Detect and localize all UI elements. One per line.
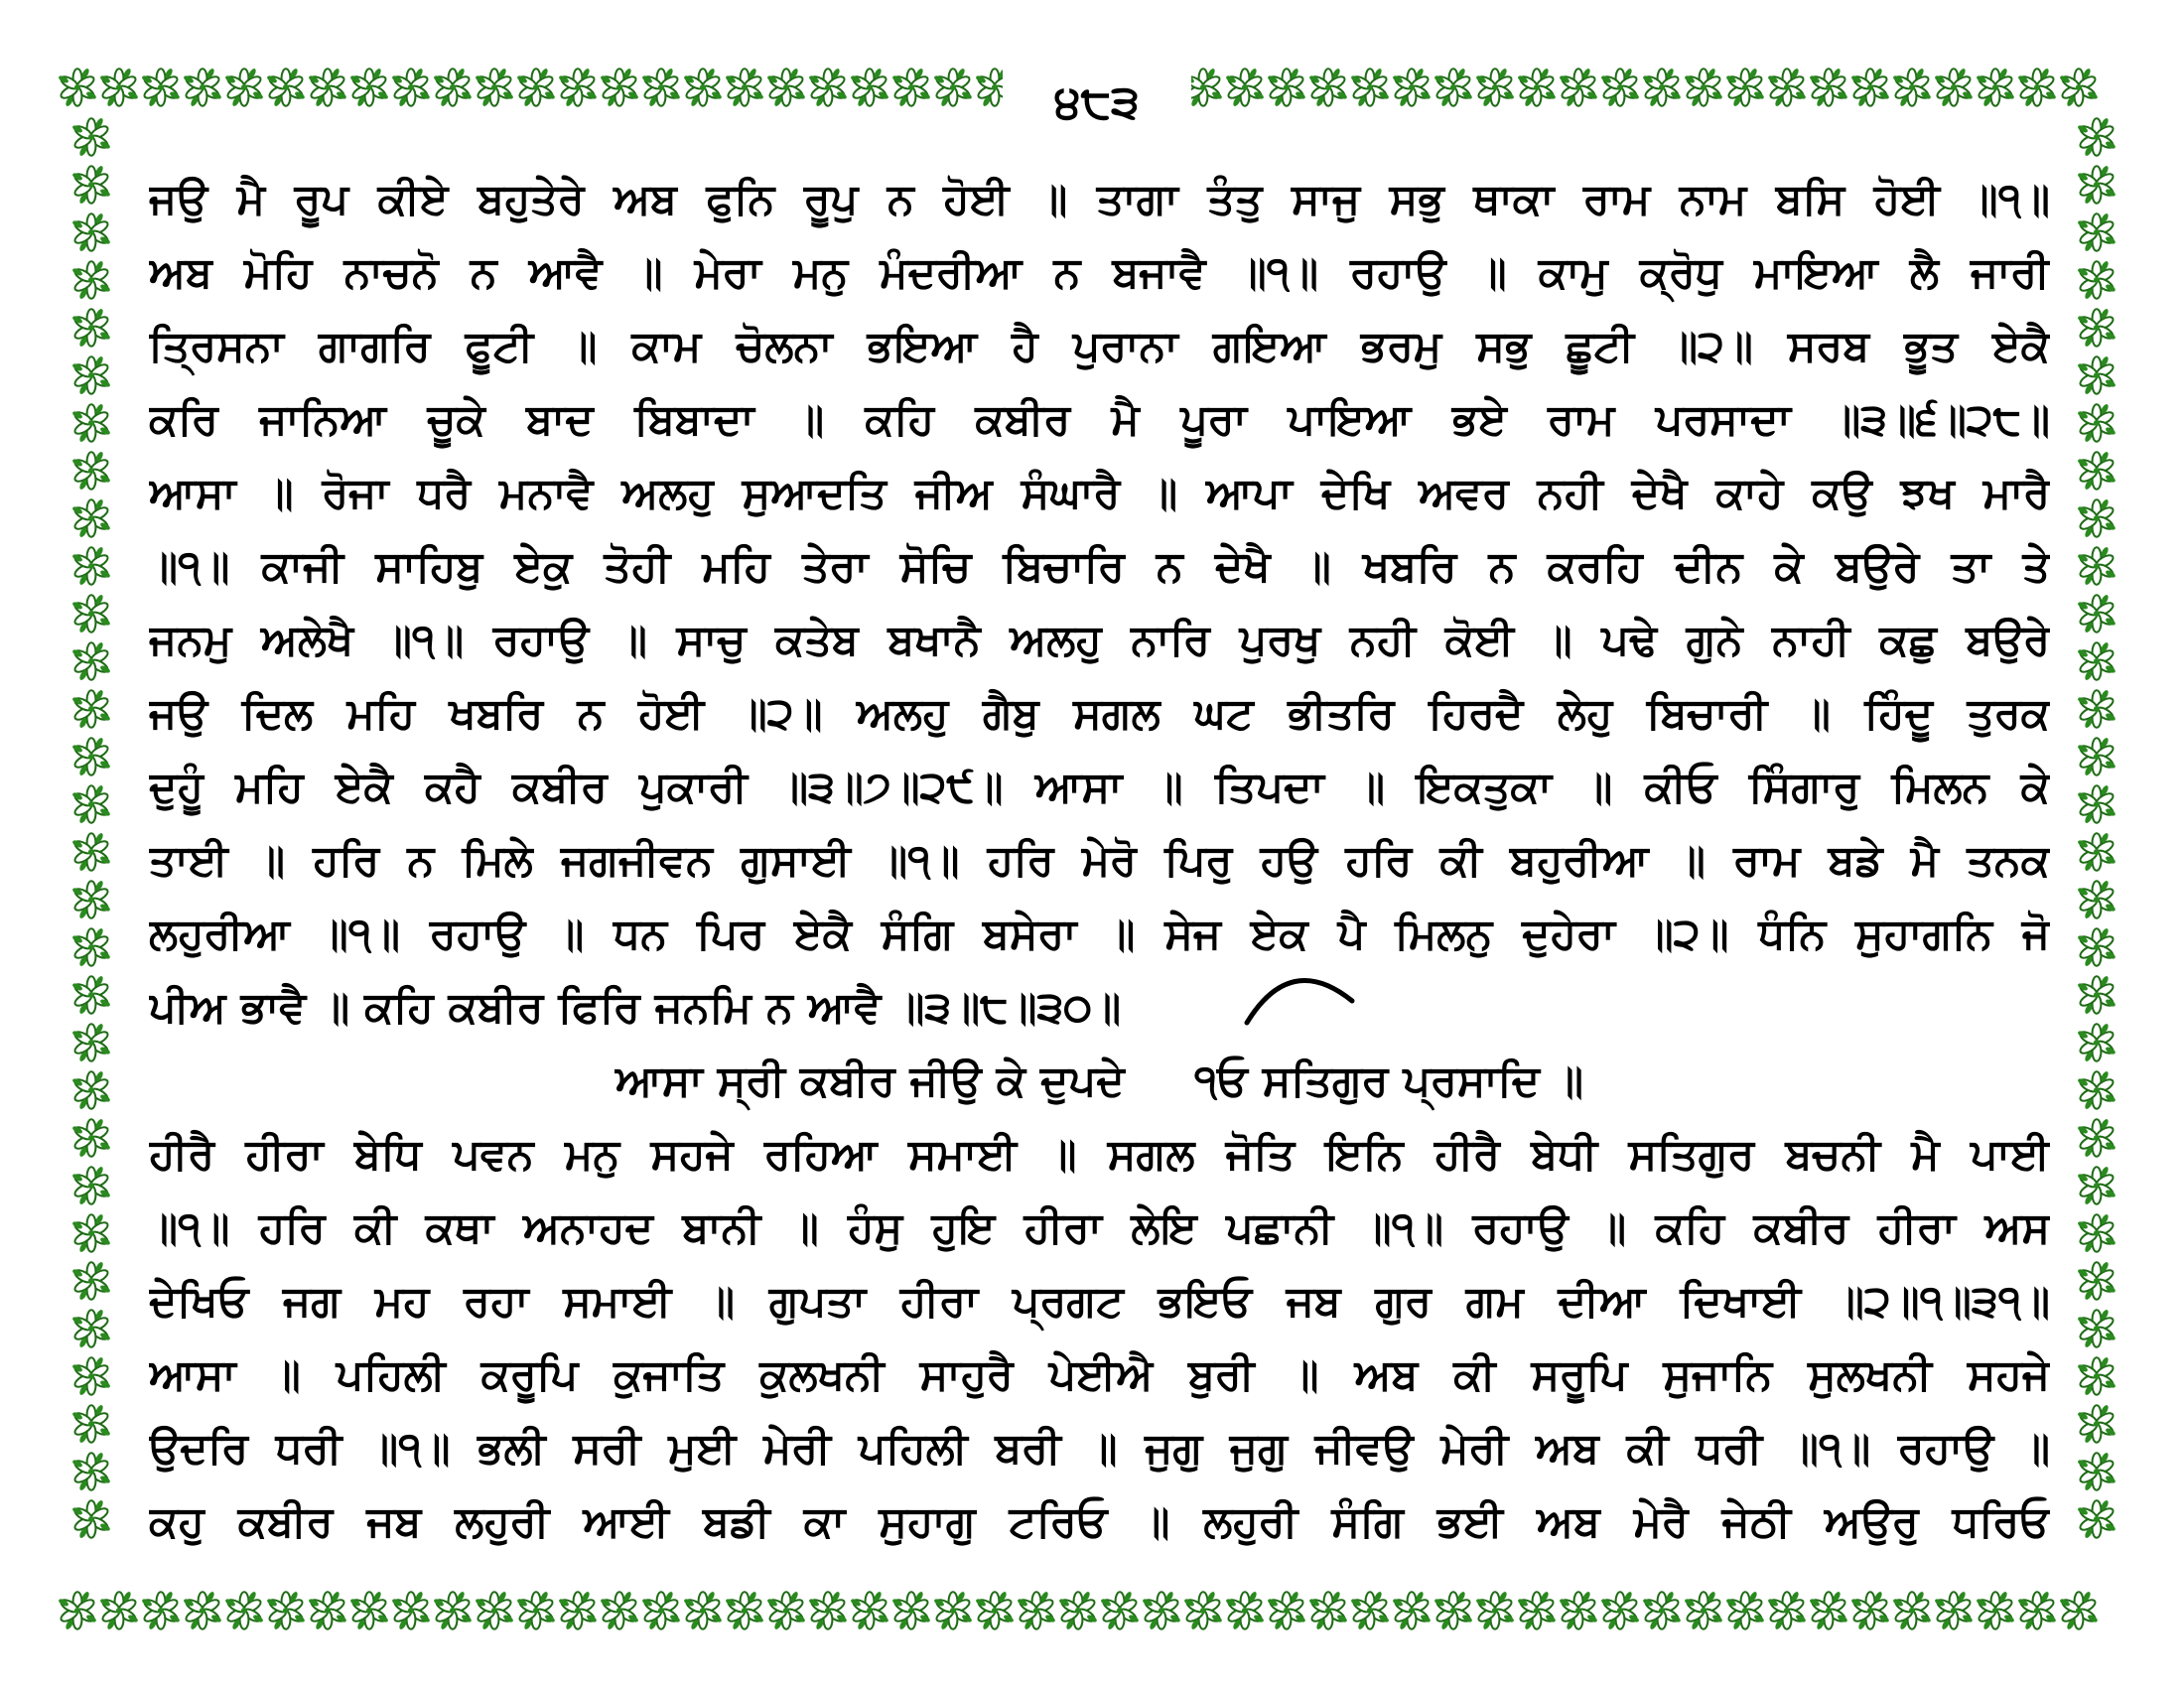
flower-ornament: [391, 68, 431, 107]
flower-ornament: [2077, 1166, 2116, 1205]
flower-ornament: [1767, 68, 1807, 107]
flower-ornament: [1725, 1591, 1765, 1630]
flower-ornament: [1642, 1591, 1682, 1630]
flower-ornament: [71, 212, 111, 252]
verse-line: ॥੧॥ ਹਰਿ ਕੀ ਕਥਾ ਅਨਾਹਦ ਬਾਨੀ ॥ ਹੰਸੁ ਹੁਇ ਹੀਰਾ ਲੇਇ ਪਛਾਨੀ ॥੧॥ ਰਹਾਉ ॥ ਕਹਿ ਕਬੀਰ ਹੀਰਾ ਅਸ: [149, 1203, 2050, 1253]
flower-ornament: [2077, 832, 2116, 872]
flower-ornament: [1976, 1591, 2015, 1630]
flower-ornament: [71, 1070, 111, 1110]
flower-ornament: [71, 165, 111, 205]
flower-ornament: [2077, 1309, 2116, 1348]
flower-ornament: [2077, 212, 2116, 252]
flower-ornament: [183, 68, 222, 107]
verse-line: ਜਉ ਮੈ ਰੂਪ ਕੀਏ ਬਹੁਤੇਰੇ ਅਬ ਫੁਨਿ ਰੂਪੁ ਨ ਹੋਈ ॥ ਤਾਗਾ ਤੰਤੁ ਸਾਜੁ ਸਭੁ ਥਾਕਾ ਰਾਮ ਨਾਮ ਬਸਿ ਹੋਈ ॥੧॥: [149, 175, 2050, 224]
flower-ornament: [2077, 1499, 2116, 1539]
flower-ornament: [1767, 1591, 1807, 1630]
flower-ornament: [1600, 68, 1640, 107]
flower-ornament: [1642, 68, 1682, 107]
flower-ornament: [475, 1591, 514, 1630]
flower-ornament: [71, 308, 111, 348]
flower-ornament: [71, 1452, 111, 1491]
flower-ornament: [71, 1118, 111, 1158]
flower-ornament: [2059, 68, 2099, 107]
flower-ornament: [1850, 1591, 1890, 1630]
flower-ornament: [71, 927, 111, 967]
flower-ornament: [600, 68, 639, 107]
flower-ornament: [1892, 68, 1932, 107]
flower-ornament: [1475, 68, 1515, 107]
flower-ornament: [2077, 641, 2116, 681]
flower-ornament: [99, 68, 139, 107]
flower-ornament: [2077, 927, 2116, 967]
flower-ornament: [71, 1261, 111, 1301]
flower-ornament: [1392, 68, 1432, 107]
flower-ornament: [71, 451, 111, 491]
flower-ornament: [1725, 68, 1765, 107]
flower-ornament: [725, 68, 764, 107]
flower-ornament: [71, 689, 111, 729]
flower-ornament: [475, 68, 514, 107]
flower-ornament: [71, 1213, 111, 1253]
flower-ornament: [1892, 1591, 1932, 1630]
flower-ornament: [99, 1591, 139, 1630]
flower-ornament: [2077, 689, 2116, 729]
flower-ornament: [308, 1591, 347, 1630]
verse-line: ਦੇਖਿਓ ਜਗ ਮਹ ਰਹਾ ਸਮਾਈ ॥ ਗੁਪਤਾ ਹੀਰਾ ਪ੍ਰਗਟ ਭਇਓ ਜਬ ਗੁਰ ਗਮ ਦੀਆ ਦਿਖਾਈ ॥੨॥੧॥੩੧॥: [149, 1277, 2050, 1327]
flower-ornament: [71, 355, 111, 395]
flower-ornament: [683, 68, 723, 107]
verse-line: ਅਬ ਮੋਹਿ ਨਾਚਨੋ ਨ ਆਵੈ ॥ ਮੇਰਾ ਮਨੁ ਮੰਦਰੀਆ ਨ ਬਜਾਵੈ ॥੧॥ ਰਹਾਉ ॥ ਕਾਮੁ ਕ੍ਰੋਧੁ ਮਾਇਆ ਲੈ ਜਾਰੀ: [149, 248, 2050, 298]
flower-ornament: [1934, 1591, 1974, 1630]
flower-ornament: [71, 737, 111, 776]
flower-ornament: [1225, 68, 1265, 107]
flower-ornament: [71, 1023, 111, 1062]
verse-text: [149, 163, 2050, 1559]
flower-ornament: [71, 1499, 111, 1539]
flower-ornament: [1308, 68, 1348, 107]
flower-ornament: [1267, 1591, 1306, 1630]
flower-ornament: [891, 1591, 931, 1630]
flower-ornament: [1850, 68, 1890, 107]
flower-ornament: [1976, 68, 2015, 107]
flower-ornament: [766, 68, 806, 107]
flower-ornament: [308, 68, 347, 107]
flower-ornament: [725, 1591, 764, 1630]
verse-line: ਆਸਾ ॥ ਰੋਜਾ ਧਰੈ ਮਨਾਵੈ ਅਲਹੁ ਸੁਆਦਤਿ ਜੀਅ ਸੰਘਾਰੈ ॥ ਆਪਾ ਦੇਖਿ ਅਵਰ ਨਹੀ ਦੇਖੈ ਕਾਹੇ ਕਉ ਝਖ ਮਾਰੈ: [149, 469, 2050, 518]
verse-line: ॥੧॥ ਕਾਜੀ ਸਾਹਿਬੁ ਏਕੁ ਤੋਹੀ ਮਹਿ ਤੇਰਾ ਸੋਚਿ ਬਿਚਾਰਿ ਨ ਦੇਖੈ ॥ ਖਬਰਿ ਨ ਕਰਹਿ ਦੀਨ ਕੇ ਬਉਰੇ ਤਾ ਤੇ: [149, 542, 2050, 592]
flower-ornament: [1809, 68, 1848, 107]
flower-ornament: [2077, 498, 2116, 538]
heading-title: ਆਸਾ ਸ੍ਰੀ ਕਬੀਰ ਜੀਉ ਕੇ ਦੁਪਦੇ: [615, 1056, 1125, 1106]
flower-ornament: [2077, 355, 2116, 395]
flower-ornament: [933, 1591, 973, 1630]
mool-mantar-invocation: ੧ਓ ਸਤਿਗੁਰ ਪ੍ਰਸਾਦਿ ॥: [1193, 1056, 1583, 1106]
flower-ornament: [1433, 1591, 1473, 1630]
flower-ornament: [433, 68, 473, 107]
flower-ornament: [1559, 68, 1598, 107]
verse-line: ਕਹੁ ਕਬੀਰ ਜਬ ਲਹੁਰੀ ਆਈ ਬਡੀ ਕਾ ਸੁਹਾਗੁ ਟਰਿਓ ॥ ਲਹੁਰੀ ਸੰਗਿ ਭਈ ਅਬ ਮੇਰੈ ਜੇਠੀ ਅਉਰੁ ਧਰਿਓ: [149, 1497, 2050, 1547]
flower-ornament: [558, 68, 598, 107]
flower-ornament: [1267, 68, 1306, 107]
verse-line: ਜਉ ਦਿਲ ਮਹਿ ਖਬਰਿ ਨ ਹੋਈ ॥੨॥ ਅਲਹੁ ਗੈਬੁ ਸਗਲ ਘਟ ਭੀਤਰਿ ਹਿਰਦੈ ਲੇਹੁ ਬਿਚਾਰੀ ॥ ਹਿੰਦੂ ਤੁਰਕ: [149, 689, 2050, 739]
flower-ornament: [2077, 1070, 2116, 1110]
flower-ornament: [2077, 308, 2116, 348]
flower-ornament: [2059, 1591, 2099, 1630]
verse-line: ਆਸਾ ॥ ਪਹਿਲੀ ਕਰੂਪਿ ਕੁਜਾਤਿ ਕੁਲਖਨੀ ਸਾਹੁਰੈ ਪੇਈਐ ਬੁਰੀ ॥ ਅਬ ਕੀ ਸਰੂਪਿ ਸੁਜਾਨਿ ਸੁਲਖਨੀ ਸਹਜੇ: [149, 1350, 2050, 1400]
flower-ornament: [1142, 1591, 1181, 1630]
flower-ornament: [1809, 1591, 1848, 1630]
flower-ornament: [2077, 403, 2116, 443]
flower-ornament: [850, 1591, 889, 1630]
verse-line: ਤਾਈ ॥ ਹਰਿ ਨ ਮਿਲੇ ਜਗਜੀਵਨ ਗੁਸਾਈ ॥੧॥ ਹਰਿ ਮੇਰੋ ਪਿਰੁ ਹਉ ਹਰਿ ਕੀ ਬਹੁਰੀਆ ॥ ਰਾਮ ਬਡੇ ਮੈ ਤਨਕ: [149, 836, 2050, 886]
flower-ornament: [349, 1591, 389, 1630]
flower-ornament: [71, 1309, 111, 1348]
flower-ornament: [141, 68, 181, 107]
flower-ornament: [558, 1591, 598, 1630]
ik-onkar-arc: [1241, 961, 1360, 1031]
flower-ornament: [71, 546, 111, 586]
flower-ornament: [1934, 68, 1974, 107]
flower-ornament: [2077, 594, 2116, 633]
flower-ornament: [58, 1591, 97, 1630]
flower-ornament: [2077, 1213, 2116, 1253]
verse-line: ਪੀਅ ਭਾਵੈ ॥ ਕਹਿ ਕਬੀਰ ਫਿਰਿ ਜਨਮਿ ਨ ਆਵੈ ॥੩॥੮॥੩੦॥: [149, 983, 1122, 1033]
flower-ornament: [71, 260, 111, 300]
flower-ornament: [1600, 1591, 1640, 1630]
flower-ornament: [71, 784, 111, 824]
flower-ornament: [71, 1166, 111, 1205]
flower-ornament: [683, 1591, 723, 1630]
flower-ornament: [600, 1591, 639, 1630]
flower-ornament: [141, 1591, 181, 1630]
flower-ornament: [71, 1356, 111, 1396]
flower-ornament: [2017, 1591, 2057, 1630]
flower-ornament: [808, 1591, 848, 1630]
verse-line: ਤ੍ਰਿਸਨਾ ਗਾਗਰਿ ਫੂਟੀ ॥ ਕਾਮ ਚੋਲਨਾ ਭਇਆ ਹੈ ਪੁਰਾਨਾ ਗਇਆ ਭਰਮੁ ਸਭੁ ਛੂਟੀ ॥੨॥ ਸਰਬ ਭੂਤ ਏਕੈ: [149, 322, 2050, 371]
verse-line: ਕਰਿ ਜਾਨਿਆ ਚੂਕੇ ਬਾਦ ਬਿਬਾਦਾ ॥ ਕਹਿ ਕਬੀਰ ਮੈ ਪੂਰਾ ਪਾਇਆ ਭਏ ਰਾਮ ਪਰਸਾਦਾ ॥੩॥੬॥੨੮॥: [149, 395, 2050, 445]
flower-ornament: [1183, 1591, 1223, 1630]
flower-ornament: [1433, 68, 1473, 107]
flower-ornament: [349, 68, 389, 107]
flower-ornament: [1517, 1591, 1557, 1630]
flower-ornament: [2077, 880, 2116, 919]
flower-ornament: [2077, 784, 2116, 824]
flower-ornament: [71, 975, 111, 1015]
flower-ornament: [71, 1404, 111, 1444]
flower-ornament: [2077, 260, 2116, 300]
verse-line: ਹੀਰੈ ਹੀਰਾ ਬੇਧਿ ਪਵਨ ਮਨੁ ਸਹਜੇ ਰਹਿਆ ਸਮਾਈ ॥ ਸਗਲ ਜੋਤਿ ਇਨਿ ਹੀਰੈ ਬੇਧੀ ਸਤਿਗੁਰ ਬਚਨੀ ਮੈ ਪਾਈ: [149, 1130, 2050, 1180]
flower-ornament: [2077, 546, 2116, 586]
flower-ornament: [71, 832, 111, 872]
verse-line: ਜਨਮੁ ਅਲੇਖੈ ॥੧॥ ਰਹਾਉ ॥ ਸਾਚੁ ਕਤੇਬ ਬਖਾਨੈ ਅਲਹੁ ਨਾਰਿ ਪੁਰਖੁ ਨਹੀ ਕੋਈ ॥ ਪਢੇ ਗੁਨੇ ਨਾਹੀ ਕਛੁ ਬਉਰੇ: [149, 616, 2050, 665]
flower-ornament: [1058, 1591, 1098, 1630]
flower-ornament: [1100, 1591, 1140, 1630]
flower-ornament: [2077, 737, 2116, 776]
flower-ornament: [516, 1591, 556, 1630]
flower-ornament: [1350, 68, 1390, 107]
flower-ornament: [1517, 68, 1557, 107]
flower-ornament: [71, 594, 111, 633]
verse-line: ਦੁਹੂੰ ਮਹਿ ਏਕੈ ਕਹੈ ਕਬੀਰ ਪੁਕਾਰੀ ॥੩॥੭॥੨੯॥ ਆਸਾ ॥ ਤਿਪਦਾ ॥ ਇਕਤੁਕਾ ॥ ਕੀਓ ਸਿੰਗਾਰੁ ਮਿਲਨ ਕੇ: [149, 763, 2050, 812]
flower-ornament: [2077, 165, 2116, 205]
flower-ornament: [2017, 68, 2057, 107]
flower-ornament: [224, 68, 264, 107]
flower-ornament: [891, 68, 931, 107]
flower-ornament: [2077, 1356, 2116, 1396]
flower-ornament: [2077, 1261, 2116, 1301]
flower-ornament: [516, 68, 556, 107]
flower-ornament: [933, 68, 973, 107]
flower-ornament: [1350, 1591, 1390, 1630]
flower-ornament: [224, 1591, 264, 1630]
flower-ornament: [1392, 1591, 1432, 1630]
flower-ornament: [71, 498, 111, 538]
verse-line: ਉਦਰਿ ਧਰੀ ॥੧॥ ਭਲੀ ਸਰੀ ਮੁਈ ਮੇਰੀ ਪਹਿਲੀ ਬਰੀ ॥ ਜੁਗੁ ਜੁਗੁ ਜੀਵਉ ਮੇਰੀ ਅਬ ਕੀ ਧਰੀ ॥੧॥ ਰਹਾਉ ॥: [149, 1424, 2050, 1474]
flower-ornament: [266, 1591, 306, 1630]
flower-ornament: [2077, 1118, 2116, 1158]
flower-ornament: [433, 1591, 473, 1630]
flower-ornament: [71, 641, 111, 681]
flower-ornament: [641, 68, 681, 107]
flower-ornament: [71, 117, 111, 157]
flower-ornament: [1684, 1591, 1723, 1630]
flower-ornament: [1475, 1591, 1515, 1630]
flower-ornament: [2077, 451, 2116, 491]
flower-ornament: [2077, 1452, 2116, 1491]
verse-line: ਲਹੁਰੀਆ ॥੧॥ ਰਹਾਉ ॥ ਧਨ ਪਿਰ ਏਕੈ ਸੰਗਿ ਬਸੇਰਾ ॥ ਸੇਜ ਏਕ ਪੈ ਮਿਲਨੁ ਦੁਹੇਰਾ ॥੨॥ ਧੰਨਿ ਸੁਹਾਗਨਿ ਜੋ: [149, 910, 2050, 959]
flower-ornament: [766, 1591, 806, 1630]
flower-ornament: [2077, 975, 2116, 1015]
page-number: ੪੮੩: [1003, 66, 1191, 137]
flower-ornament: [808, 68, 848, 107]
flower-ornament: [71, 880, 111, 919]
section-heading: [149, 1045, 2050, 1118]
flower-ornament: [2077, 1404, 2116, 1444]
flower-ornament: [391, 1591, 431, 1630]
flower-ornament: [2077, 1023, 2116, 1062]
flower-ornament: [850, 68, 889, 107]
flower-ornament: [183, 1591, 222, 1630]
flower-ornament: [71, 403, 111, 443]
flower-ornament: [1559, 1591, 1598, 1630]
flower-ornament: [266, 68, 306, 107]
flower-ornament: [1017, 1591, 1056, 1630]
flower-ornament: [1308, 1591, 1348, 1630]
flower-ornament: [1684, 68, 1723, 107]
flower-ornament: [58, 68, 97, 107]
flower-ornament: [2077, 117, 2116, 157]
flower-ornament: [1225, 1591, 1265, 1630]
flower-ornament: [975, 1591, 1015, 1630]
flower-ornament: [641, 1591, 681, 1630]
